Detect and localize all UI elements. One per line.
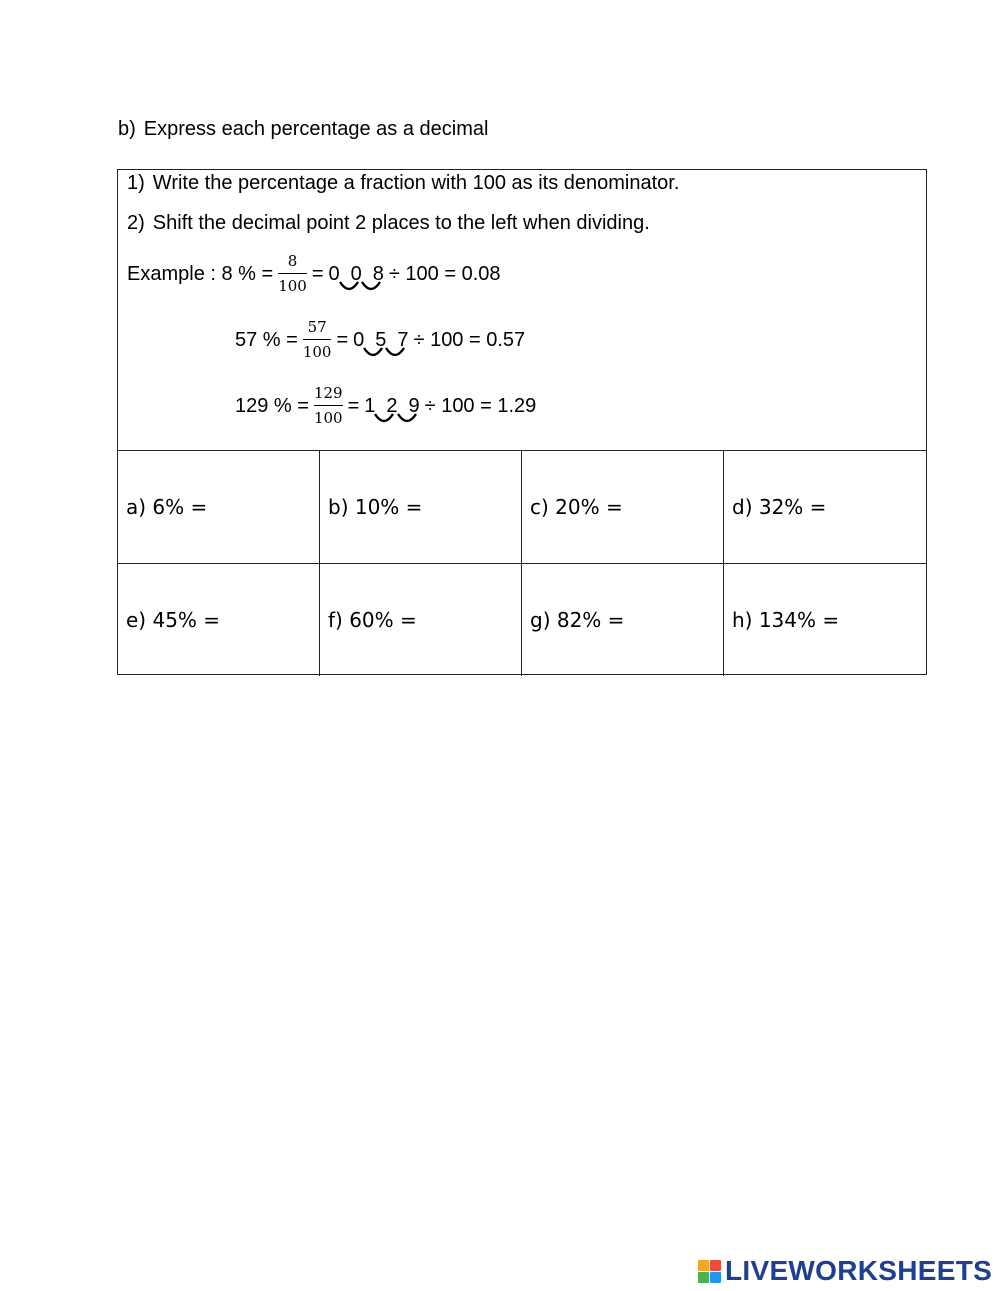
example-row bbox=[235, 320, 525, 360]
example-row bbox=[127, 254, 501, 294]
digit-value: 9 bbox=[408, 394, 420, 417]
exercise-label: e) 45% = bbox=[126, 608, 221, 632]
shift-arrow-icon bbox=[384, 346, 406, 360]
digit-value: 8 bbox=[372, 262, 384, 285]
equals-sign: = bbox=[347, 394, 360, 417]
digit: 1 bbox=[364, 394, 376, 417]
exercise-grid bbox=[118, 451, 926, 676]
logo-mark-icon bbox=[698, 1260, 721, 1283]
digit-value: 0 bbox=[350, 262, 362, 285]
digit bbox=[409, 395, 420, 418]
step-number: 1) bbox=[127, 172, 145, 194]
fraction-denominator: 100 bbox=[302, 343, 332, 361]
fraction-denominator: 100 bbox=[313, 409, 343, 427]
example-prefix: Example : 8 % = bbox=[127, 262, 274, 285]
shift-arrow-icon bbox=[373, 412, 395, 426]
section-title: Express each percentage as a decimal bbox=[143, 118, 489, 140]
section-marker: b) bbox=[118, 118, 136, 140]
equals-sign: = bbox=[311, 262, 324, 285]
fraction bbox=[314, 386, 343, 426]
fraction-numerator: 8 bbox=[287, 252, 298, 270]
exercise-label: b) 10% = bbox=[328, 495, 423, 519]
step-1 bbox=[127, 172, 679, 195]
instructions-box bbox=[118, 170, 926, 451]
logo-square bbox=[710, 1272, 721, 1283]
logo-square bbox=[698, 1272, 709, 1283]
logo-text: LIVEWORKSHEETS bbox=[725, 1255, 993, 1286]
digit bbox=[397, 329, 408, 352]
digit bbox=[373, 263, 384, 286]
exercise-cell-h[interactable] bbox=[724, 564, 926, 676]
shift-arrow-icon bbox=[338, 280, 360, 294]
exercise-label: h) 134% = bbox=[732, 608, 840, 632]
fraction bbox=[278, 254, 307, 294]
digit-group bbox=[324, 263, 389, 286]
digit-group bbox=[348, 329, 413, 352]
shift-arrow-icon bbox=[360, 280, 382, 294]
step-text: Shift the decimal point 2 places to the left when dividing. bbox=[152, 212, 650, 234]
example-row bbox=[235, 386, 536, 426]
digit-value: 2 bbox=[386, 394, 398, 417]
step-2 bbox=[127, 212, 650, 235]
fraction-numerator: 57 bbox=[307, 318, 327, 336]
shift-arrow-icon bbox=[362, 346, 384, 360]
exercise-cell-b[interactable] bbox=[320, 451, 522, 564]
exercise-label: g) 82% = bbox=[530, 608, 625, 632]
exercise-label: a) 6% = bbox=[126, 495, 208, 519]
exercise-label: f) 60% = bbox=[328, 608, 417, 632]
shift-arrow-icon bbox=[396, 412, 418, 426]
exercise-label: d) 32% = bbox=[732, 495, 827, 519]
example-prefix: 129 % = bbox=[235, 394, 309, 417]
logo-square bbox=[698, 1260, 709, 1271]
step-text: Write the percentage a fraction with 100 as its denominator. bbox=[152, 172, 680, 194]
digit: 0 bbox=[353, 328, 365, 351]
fraction-denominator: 100 bbox=[278, 277, 307, 295]
example-prefix: 57 % = bbox=[235, 328, 298, 351]
example-suffix: ÷ 100 = 1.29 bbox=[424, 394, 537, 417]
digit-value: 7 bbox=[397, 328, 409, 351]
worksheet-table bbox=[117, 169, 927, 675]
step-number: 2) bbox=[127, 212, 145, 234]
exercise-label: c) 20% = bbox=[530, 495, 623, 519]
exercise-cell-e[interactable] bbox=[118, 564, 320, 676]
exercise-cell-f[interactable] bbox=[320, 564, 522, 676]
digit-value: 5 bbox=[375, 328, 387, 351]
digit-group bbox=[359, 395, 424, 418]
logo-square bbox=[710, 1260, 721, 1271]
equals-sign: = bbox=[336, 328, 349, 351]
exercise-cell-c[interactable] bbox=[522, 451, 724, 564]
section-heading bbox=[118, 118, 488, 141]
example-suffix: ÷ 100 = 0.08 bbox=[388, 262, 501, 285]
exercise-cell-d[interactable] bbox=[724, 451, 926, 564]
exercise-cell-a[interactable] bbox=[118, 451, 320, 564]
liveworksheets-logo bbox=[698, 1255, 992, 1287]
example-suffix: ÷ 100 = 0.57 bbox=[413, 328, 526, 351]
fraction bbox=[303, 320, 332, 360]
digit: 0 bbox=[328, 262, 340, 285]
exercise-cell-g[interactable] bbox=[522, 564, 724, 676]
fraction-numerator: 129 bbox=[313, 384, 343, 402]
